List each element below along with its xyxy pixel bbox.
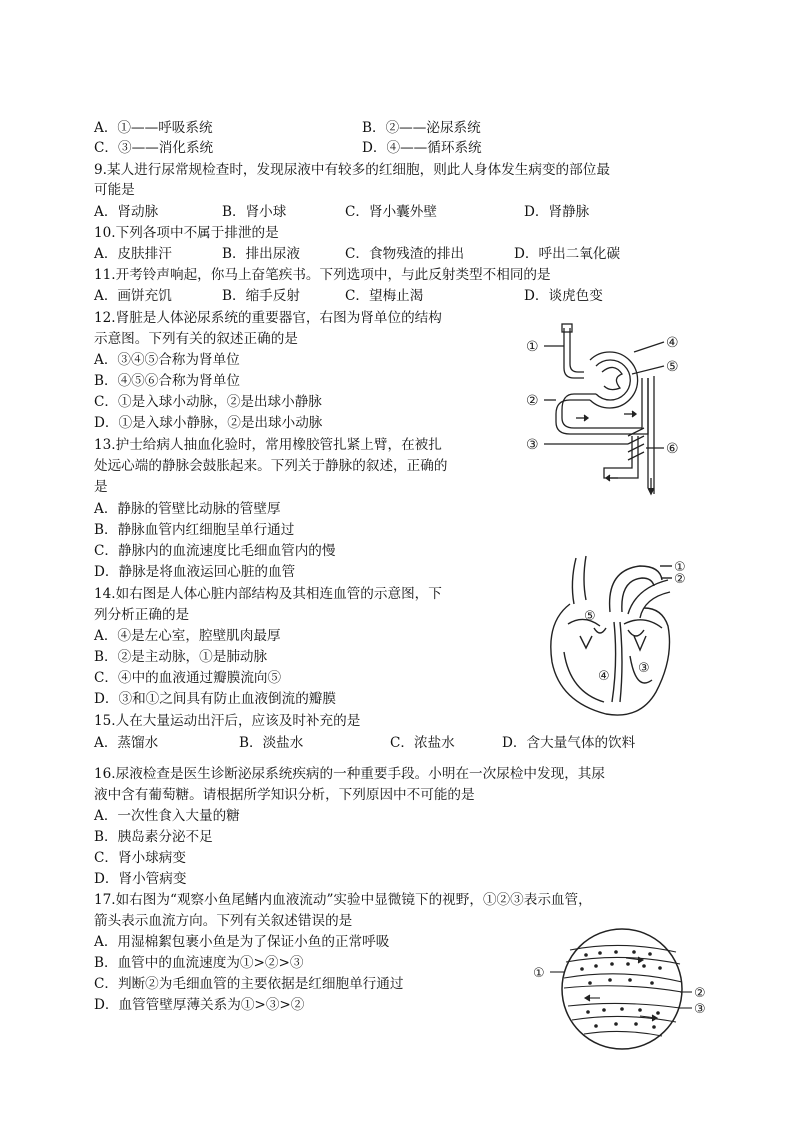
q15-option-d: D．含大量气体的饮料 — [502, 735, 636, 751]
q8-option-c: C．③——消化系统 — [94, 140, 214, 156]
q13-stem-line1: 13.护士给病人抽血化验时，常用橡胶管扎紧上臂，在被扎 — [94, 437, 442, 453]
q12-option-d: D．①是入球小静脉，②是出球小动脉 — [94, 415, 323, 431]
q10-option-b: B．排出尿液 — [222, 246, 300, 262]
nephron-label-5: ⑤ — [666, 359, 679, 375]
q10-option-d: D．呼出二氧化碳 — [514, 246, 621, 262]
q9-option-b: B．肾小球 — [222, 204, 287, 220]
q14-option-a: A．④是左心室，腔壁肌肉最厚 — [94, 628, 281, 644]
vessel-label-1: ① — [533, 966, 545, 981]
q17-stem-line1: 17.如右图为“观察小鱼尾鳍内血液流动”实验中显微镜下的视野，①②③表示血管， — [94, 892, 592, 908]
q16-stem-line2: 液中含有葡萄糖。请根据所学知识分析，下列原因中不可能的是 — [94, 787, 475, 803]
nephron-label-4: ④ — [666, 335, 679, 351]
heart-label-4: ④ — [598, 669, 610, 684]
q9-option-d: D．肾静脉 — [524, 204, 590, 220]
q10-stem: 10.下列各项中不属于排泄的是 — [94, 225, 279, 241]
q14-option-b: B．②是主动脉，①是肺动脉 — [94, 649, 268, 665]
nephron-label-6: ⑥ — [666, 441, 679, 457]
q17-option-b: B．血管中的血流速度为①>②>③ — [94, 955, 304, 971]
q11-option-b: B．缩手反射 — [222, 288, 300, 304]
q16-option-a: A．一次性食入大量的糖 — [94, 808, 240, 824]
q17-stem-line2: 箭头表示血流方向。下列有关叙述错误的是 — [94, 913, 353, 929]
nephron-label-3: ③ — [526, 437, 539, 453]
q11-option-c: C．望梅止渴 — [345, 288, 424, 304]
q10-option-a: A．皮肤排汗 — [94, 246, 172, 262]
q12-stem-line1: 12.肾脏是人体泌尿系统的重要器官，右图为肾单位的结构 — [94, 310, 442, 326]
heart-label-3: ③ — [638, 661, 650, 676]
q13-option-a: A．静脉的管壁比动脉的管壁厚 — [94, 501, 281, 517]
q16-stem-line1: 16.尿液检查是医生诊断泌尿系统疾病的一种重要手段。小明在一次尿检中发现，其尿 — [94, 766, 605, 782]
q8-option-d: D．④——循环系统 — [362, 140, 482, 156]
q13-option-d: D．静脉是将血液运回心脏的血管 — [94, 564, 296, 580]
q16-option-b: B．胰岛素分泌不足 — [94, 829, 213, 845]
q14-option-d: D．③和①之间具有防止血液倒流的瓣膜 — [94, 691, 336, 707]
q16-option-c: C．肾小球病变 — [94, 850, 186, 866]
nephron-diagram — [524, 318, 696, 498]
q15-option-c: C．浓盐水 — [390, 735, 455, 751]
q10-option-c: C．食物残渣的排出 — [345, 246, 465, 262]
q17-option-d: D．血管管壁厚薄关系为①>③>② — [94, 997, 305, 1013]
heart-label-2: ② — [674, 572, 686, 587]
q15-option-a: A．蒸馏水 — [94, 735, 159, 751]
q9-stem-line2: 可能是 — [94, 182, 135, 198]
heart-label-5: ⑤ — [584, 609, 596, 624]
q9-option-a: A．肾动脉 — [94, 204, 159, 220]
q12-option-b: B．④⑤⑥合称为肾单位 — [94, 373, 240, 389]
q13-stem-line2: 处远心端的静脉会鼓胀起来。下列关于静脉的叙述，正确的 — [94, 458, 448, 474]
q13-option-b: B．静脉血管内红细胞呈单行通过 — [94, 522, 295, 538]
q11-stem: 11.开考铃声响起，你马上奋笔疾书。下列选项中，与此反射类型不相同的是 — [94, 267, 551, 283]
q9-stem-line1: 9.某人进行尿常规检查时，发现尿液中有较多的红细胞，则此人身体发生病变的部位最 — [94, 162, 610, 178]
q14-stem-line1: 14.如右图是人体心脏内部结构及其相连血管的示意图，下 — [94, 586, 442, 602]
heart-diagram — [540, 552, 698, 722]
heart-label-1: ① — [674, 560, 686, 575]
fish-tail-microscope-field — [530, 922, 710, 1056]
q8-option-a: A．①——呼吸系统 — [94, 120, 213, 136]
q17-option-c: C．判断②为毛细血管的主要依据是红细胞单行通过 — [94, 976, 404, 992]
q16-option-d: D．肾小管病变 — [94, 871, 187, 887]
q17-option-a: A．用湿棉絮包裹小鱼是为了保证小鱼的正常呼吸 — [94, 934, 390, 950]
q9-option-c: C．肾小囊外壁 — [345, 204, 437, 220]
q11-option-a: A．画饼充饥 — [94, 288, 172, 304]
q14-stem-line2: 列分析正确的是 — [94, 607, 190, 623]
q15-stem: 15.人在大量运动出汗后，应该及时补充的是 — [94, 713, 361, 729]
q8-option-b: B．②——泌尿系统 — [362, 120, 481, 136]
q12-option-a: A．③④⑤合称为肾单位 — [94, 352, 240, 368]
q15-option-b: B．淡盐水 — [239, 735, 304, 751]
q12-stem-line2: 示意图。下列有关的叙述正确的是 — [94, 331, 298, 347]
q13-stem-line3: 是 — [94, 479, 108, 495]
q13-option-c: C．静脉内的血流速度比毛细血管内的慢 — [94, 543, 336, 559]
q11-option-d: D．谈虎色变 — [524, 288, 603, 304]
vessel-label-2: ② — [694, 986, 706, 1001]
vessel-label-3: ③ — [694, 1002, 706, 1017]
nephron-label-2: ② — [526, 393, 539, 409]
q14-option-c: C．④中的血液通过瓣膜流向⑤ — [94, 670, 282, 686]
nephron-label-1: ① — [526, 339, 539, 355]
q12-option-c: C．①是入球小动脉，②是出球小静脉 — [94, 394, 322, 410]
